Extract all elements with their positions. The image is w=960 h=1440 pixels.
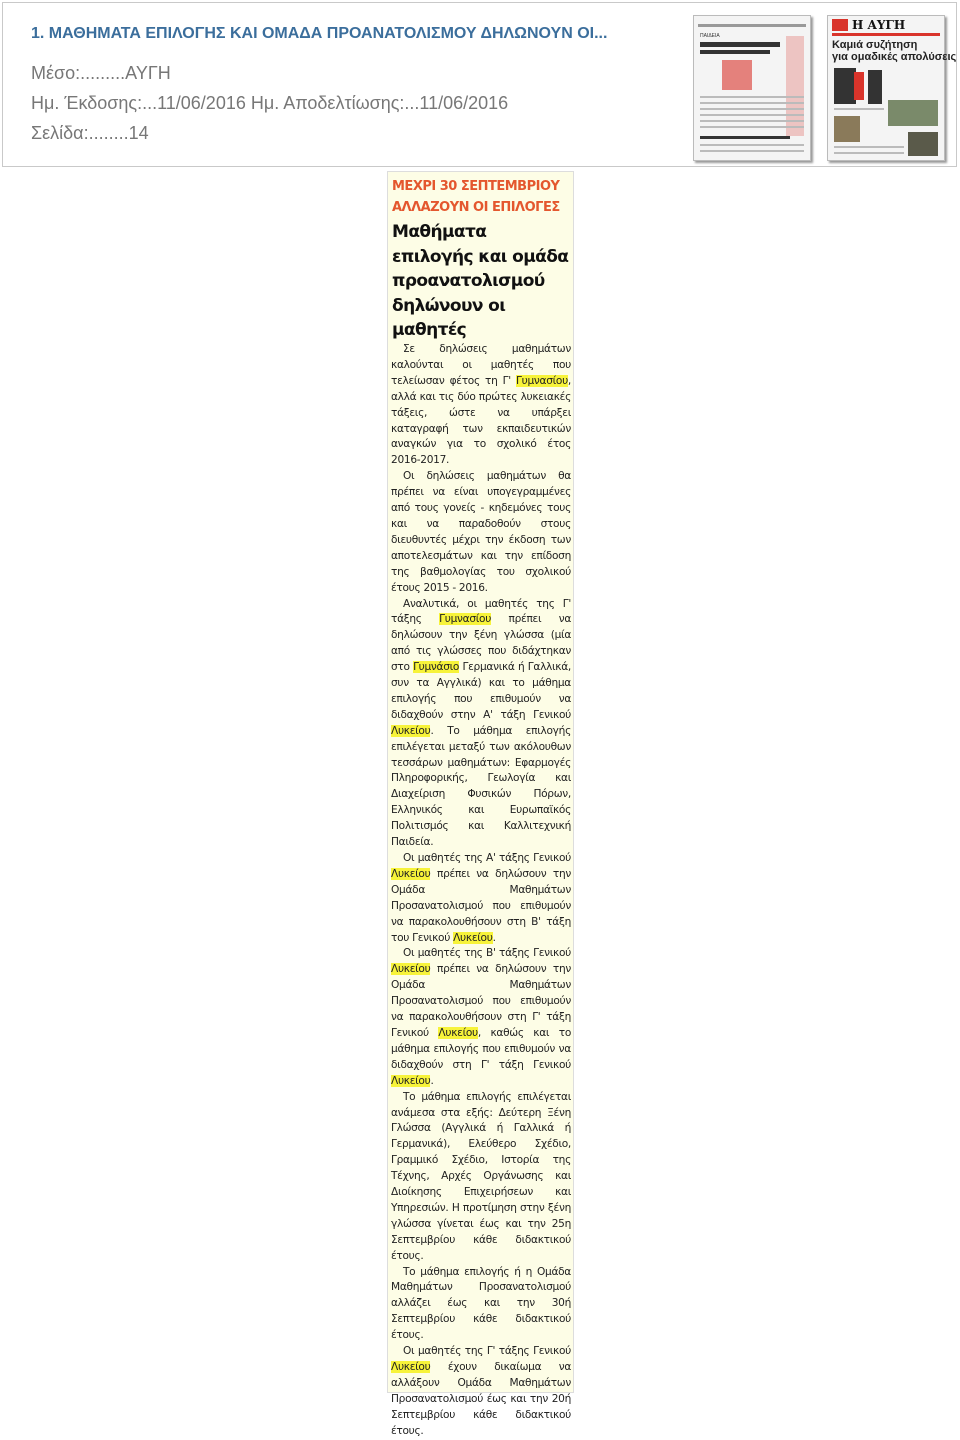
newspaper-clipping	[387, 171, 574, 1437]
highlighted-term: Λυκείου	[391, 1074, 431, 1087]
paragraph-text: Αναλυτικά, οι μαθητές της Γ' τάξης	[391, 597, 571, 626]
highlighted-term: Λυκείου	[391, 724, 431, 737]
clipping-paragraph	[391, 469, 571, 596]
paragraph-text: Οι δηλώσεις μαθημάτων θα πρέπει να είναι υπογεγραμμένες από τους γονείς - κηδεμόνες τους και να παραδοθούν στους διευθυντές μέχρι την έκδοση των αποτελεσμάτων και την επίδοση της βαθμολογίας του σχολικού έτους 2015 - 2016.	[391, 470, 571, 594]
clipping-headline: Μαθήματα επιλογής και ομάδα προανατολισμού δηλώνουν οι μαθητές	[392, 222, 569, 340]
highlighted-term: Γυμνάσιο	[413, 661, 460, 674]
paragraph-text: πρέπει να δηλώσουν την Ομάδα Μαθημάτων Προσανατολισμού που επιθυμούν να παρακολουθήσουν στη Β' τάξη του Γενικού	[391, 867, 571, 944]
paragraph-text: Οι μαθητές της Α' τάξης Γενικού	[403, 852, 571, 864]
paragraph-text: πρέπει να δηλώσουν την Ομάδα Μαθημάτων Προσανατολισμού που επιθυμούν να παρακολουθήσουν στη Γ' τάξη Γενικού	[391, 963, 571, 1039]
paragraph-text: .	[492, 931, 496, 944]
clipping-paragraph	[391, 1265, 571, 1345]
highlighted-term: Γυμνασίου	[516, 374, 568, 387]
medium-line: Μέσο:.........ΑΥΓΗ	[31, 63, 171, 83]
clipping-paragraph	[391, 1344, 571, 1439]
document-header	[2, 2, 957, 167]
paragraph-text: Οι μαθητές της Β' τάξης Γενικού	[403, 947, 571, 960]
highlighted-term: Γυμνασίου	[439, 613, 492, 626]
inner-page-section: ΠΑΙΔΕΙΑ	[700, 33, 720, 39]
paragraph-text: .	[430, 1074, 434, 1087]
clipping-paragraph	[391, 342, 571, 469]
clipping-paragraph	[391, 851, 571, 946]
front-page-headline: Καμιά συζήτηση για ομαδικές απολύσεις	[832, 39, 957, 63]
highlighted-term: Λυκείου	[391, 867, 431, 880]
highlighted-term: Λυκείου	[438, 1026, 478, 1039]
document-title[interactable]: 1. ΜΑΘΗΜΑΤΑ ΕΠΙΛΟΓΗΣ ΚΑΙ ΟΜΑΔΑ ΠΡΟΑΝΑΤΟΛΙΣΜΟΥ ΔΗΛΩΝΟΥΝ ΟΙ...	[31, 25, 608, 42]
clipping-kicker: ΜΕΧΡΙ 30 ΣΕΠΤΕΜΒΡΙΟΥ ΑΛΛΑΖΟΥΝ ΟΙ ΕΠΙΛΟΓΕΣ	[392, 179, 560, 215]
highlighted-term: Λυκείου	[391, 1361, 431, 1373]
clipping-body	[391, 342, 571, 1440]
paragraph-text: Σε δηλώσεις μαθημάτων καλούνται οι μαθητές που τελείωσαν φέτος τη Γ'	[391, 343, 571, 387]
paragraph-text: Το μάθημα επιλογής ή η Ομάδα Μαθημάτων Προσανατολισμού αλλάζει έως και την 30ή Σεπτεμβρίου κάθε διδακτικού έτους.	[391, 1265, 571, 1342]
dates-line: Ημ. Έκδοσης:...11/06/2016 Ημ. Αποδελτίωσης:...11/06/2016	[31, 93, 509, 113]
paragraph-text: . Το μάθημα επιλογής επιλέγεται μεταξύ των ακόλουθων τεσσάρων μαθημάτων: Εφαρμογές Πληροφορικής, Γεωλογία και Διαχείριση Φυσικών Πόρων, Ελληνικός και Ευρωπαϊκός Πολιτισμός και Καλλιτεχνική Παιδεία.	[391, 724, 571, 849]
paragraph-text: έχουν δικαίωμα να αλλάξουν Ομάδα Μαθημάτων Προσανατολισμού έως και την 20ή Σεπτεμβρίου κάθε διδακτικού έτους.	[391, 1361, 571, 1437]
front-page-thumbnail[interactable]	[827, 15, 957, 161]
highlighted-term: Λυκείου	[391, 963, 431, 976]
inner-page-thumbnail[interactable]	[693, 15, 811, 161]
page-line: Σελίδα:........14	[31, 123, 149, 143]
paragraph-text: Το μάθημα επιλογής επιλέγεται ανάμεσα στα εξής: Δεύτερη Ξένη Γλώσσα (Αγγλικά ή Γαλλικά ή Γερμανικά), Ελεύθερο Σχέδιο, Γραμμικό Σχέδιο, Ιστορία της Τέχνης, Αρχές Οργάνωσης και Διοίκησης Επιχειρήσεων και Υπηρεσιών. Η προτίμηση στην ξένη γλώσσα γίνεται έως και την 25η Σεπτεμβρίου κάθε διδακτικού έτους.	[391, 1090, 571, 1262]
clipping-paragraph	[391, 1090, 571, 1265]
paragraph-text: πρέπει να δηλώσουν την ξένη γλώσσα (μία από τις γλώσσες που διδάχτηκαν στο	[391, 613, 571, 674]
paragraph-text: Οι μαθητές της Γ' τάξης Γενικού	[403, 1345, 571, 1358]
paragraph-text: , αλλά και τις δύο πρώτες λυκειακές τάξεις, ώστε να υπάρξει καταγραφή των εκπαιδευτικών αναγκών για το σχολικό έτος 2016-2017.	[391, 374, 571, 467]
newspaper-thumbnails	[693, 15, 957, 163]
paragraph-text: Γερμανικά ή Γαλλικά, συν τα Αγγλικά) και το μάθημα επιλογής που επιθυμούν να διδαχθούν στην Α' τάξη Γενικού	[391, 661, 571, 721]
clipping-paragraph	[391, 946, 571, 1089]
clipping-paragraph	[391, 597, 571, 852]
front-page-masthead: Η ΑΥΓΗ	[852, 18, 906, 32]
paragraph-text: , καθώς και το μάθημα επιλογής που επιθυμούν να διδαχθούν στη Γ' τάξη Γενικού	[391, 1026, 571, 1071]
highlighted-term: Λυκείου	[453, 931, 493, 944]
